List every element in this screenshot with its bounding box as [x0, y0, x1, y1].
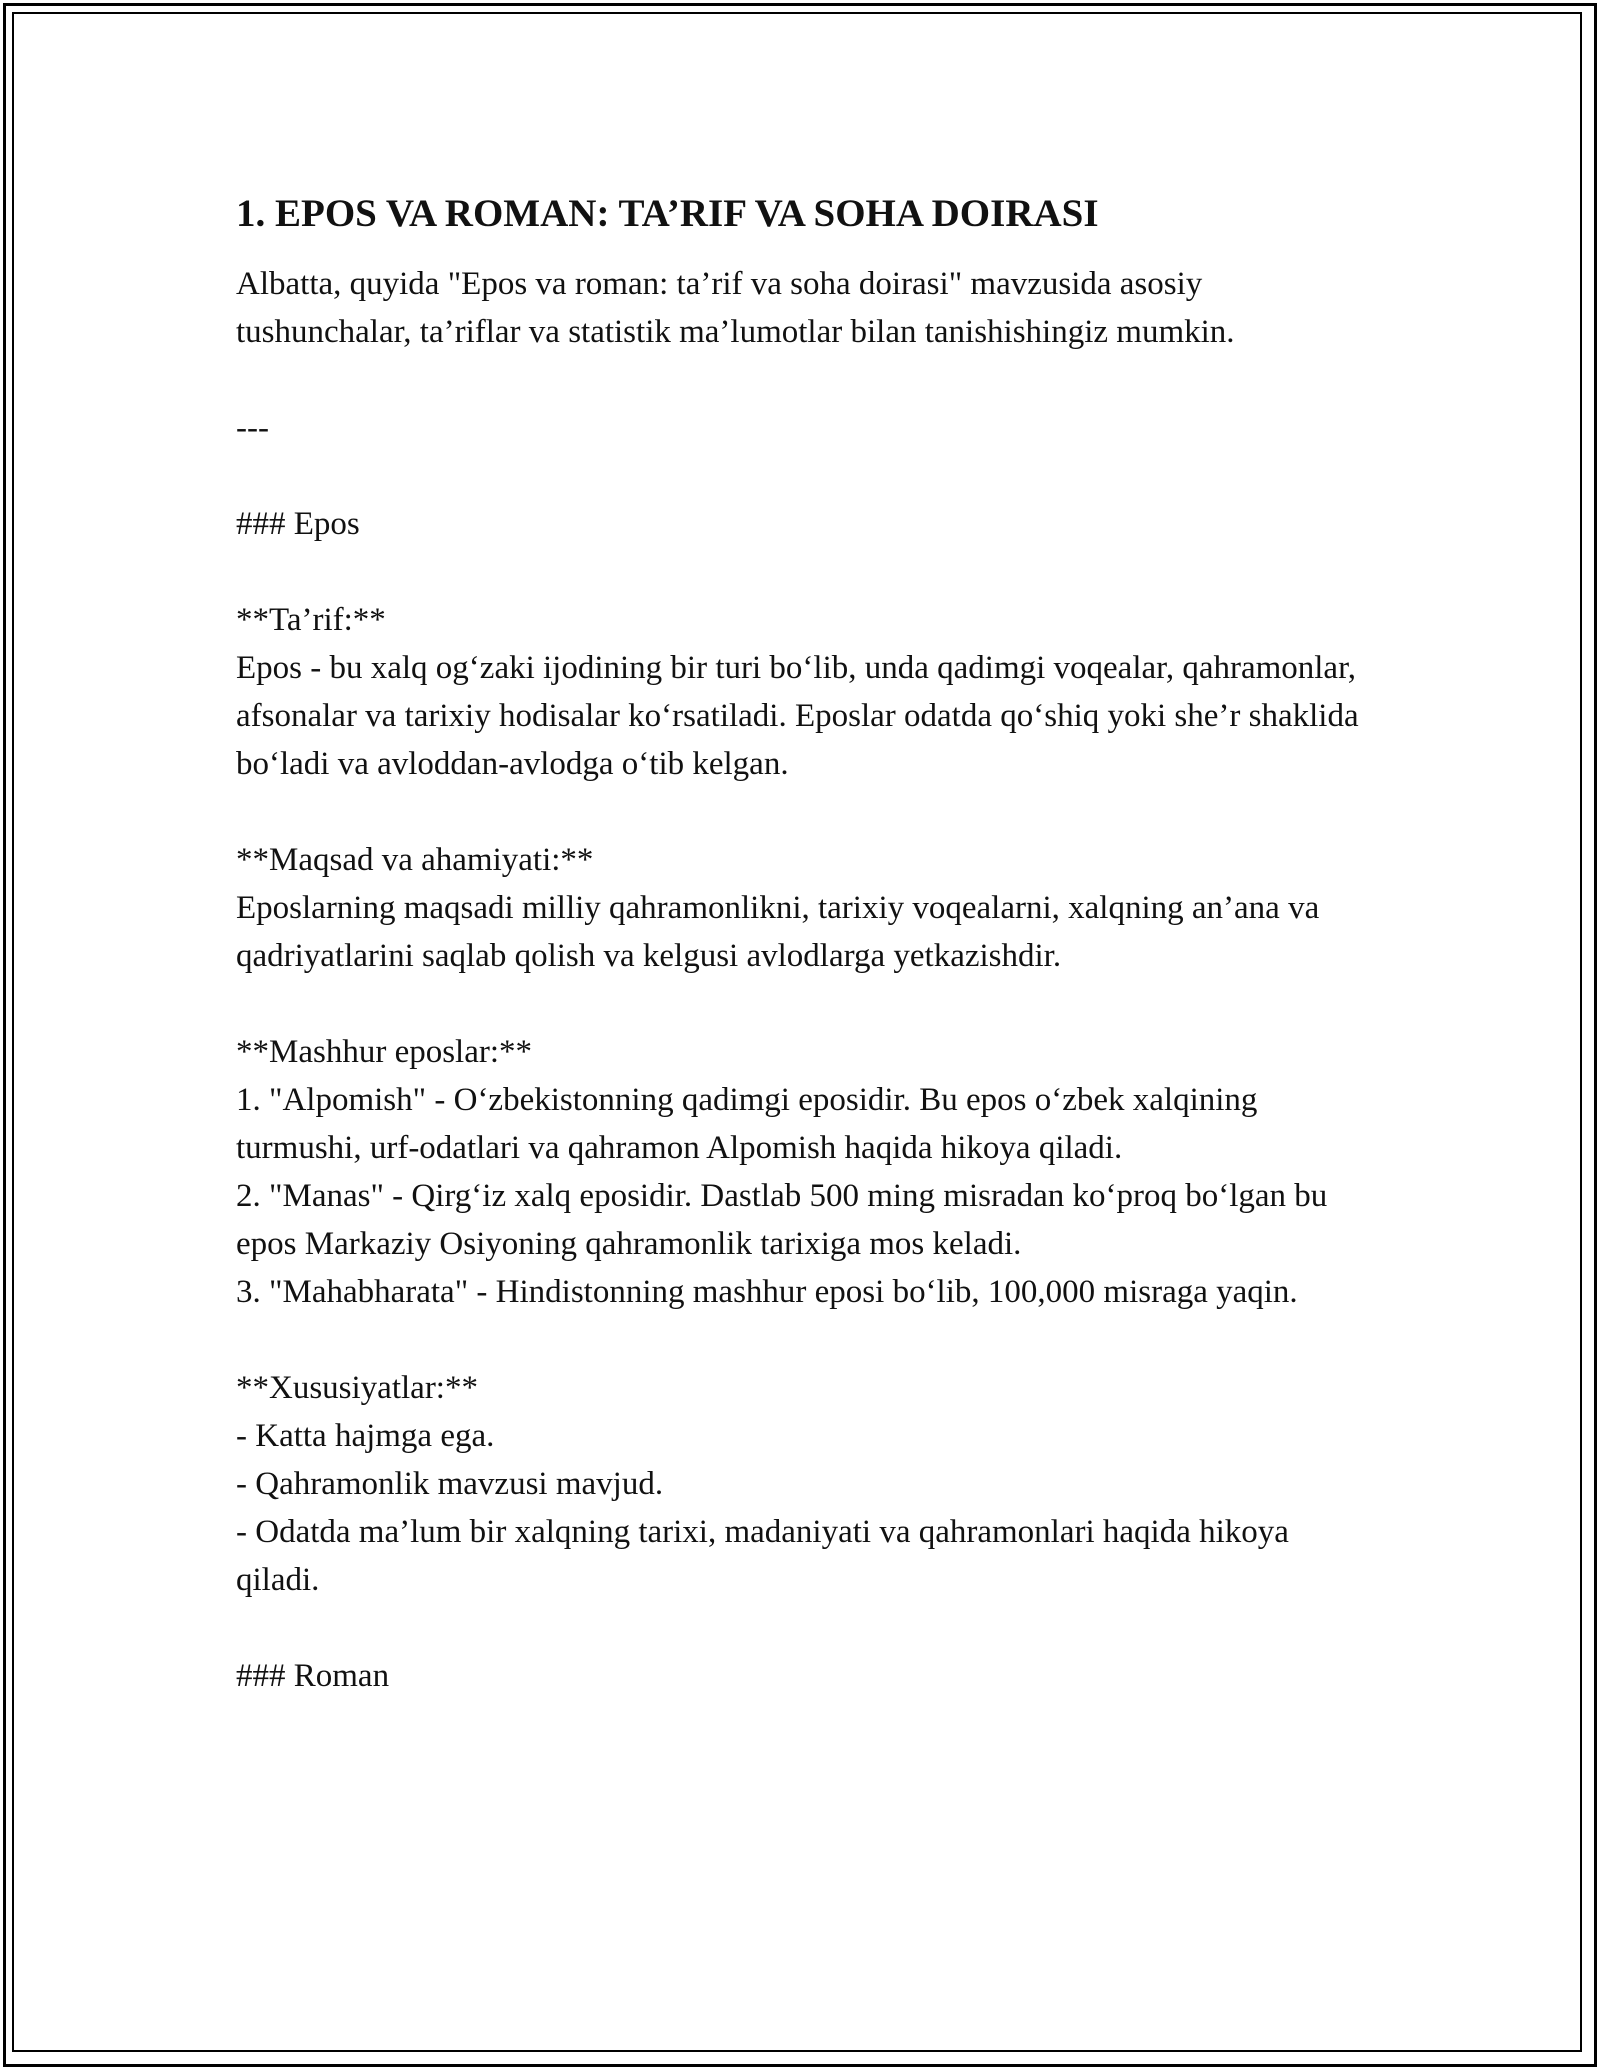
document-body: [236, 190, 1366, 1700]
list-item: - Odatda ma’lum bir xalqning tarixi, madaniyati va qahramonlari haqida hikoya qiladi.: [236, 1514, 1298, 1598]
spacer: [236, 548, 1366, 596]
list-item: - Qahramonlik mavzusi mavjud.: [236, 1466, 664, 1502]
spacer: [236, 788, 1366, 836]
spacer: [236, 1316, 1366, 1364]
spacer: [236, 1604, 1366, 1652]
mashhur-label: **Mashhur eposlar:**: [236, 1034, 533, 1070]
spacer: [236, 980, 1366, 1028]
section-heading-roman: ### Roman: [236, 1658, 390, 1694]
maqsad-label: **Maqsad va ahamiyati:**: [236, 842, 594, 878]
intro-paragraph: Albatta, quyida "Epos va roman: ta’rif va soha doirasi" mavzusida asosiy tushunchalar, ta’riflar va statistik ma’lumotlar bilan tanishishingiz mumkin.: [236, 266, 1235, 350]
xususiyat-label: **Xususiyatlar:**: [236, 1370, 478, 1406]
maqsad-text: Eposlarning maqsadi milliy qahramonlikni, tarixiy voqealarni, xalqning an’ana va qadriyatlarini saqlab qolish va kelgusi avlodlarga yetkazishdir.: [236, 890, 1328, 974]
spacer: [236, 356, 1366, 404]
list-item: 2. "Manas" - Qirg‘iz xalq eposidir. Dastlab 500 ming misradan ko‘proq bo‘lgan bu epos Markaziy Osiyoning qahramonlik tarixiga mos keladi.: [236, 1178, 1336, 1262]
list-item: 1. "Alpomish" - O‘zbekistonning qadimgi eposidir. Bu epos o‘zbek xalqining turmushi, urf-odatlari va qahramon Alpomish haqida hikoya qiladi.: [236, 1082, 1266, 1166]
spacer: [236, 452, 1366, 500]
divider-line: ---: [236, 410, 269, 446]
list-item: - Katta hajmga ega.: [236, 1418, 495, 1454]
tarif-text: Epos - bu xalq og‘zaki ijodining bir turi bo‘lib, unda qadimgi voqealar, qahramonlar, afsonalar va tarixiy hodisalar ko‘rsatiladi. Eposlar odatda qo‘shiq yoki she’r shaklida bo‘ladi va avloddan-avlodga o‘tib kelgan.: [236, 650, 1367, 782]
list-item: 3. "Mahabharata" - Hindistonning mashhur eposi bo‘lib, 100,000 misraga yaqin.: [236, 1274, 1298, 1310]
document-title: 1. EPOS VA ROMAN: TA’RIF VA SOHA DOIRASI: [236, 192, 1099, 235]
tarif-label: **Ta’rif:**: [236, 602, 386, 638]
section-heading-epos: ### Epos: [236, 506, 360, 542]
